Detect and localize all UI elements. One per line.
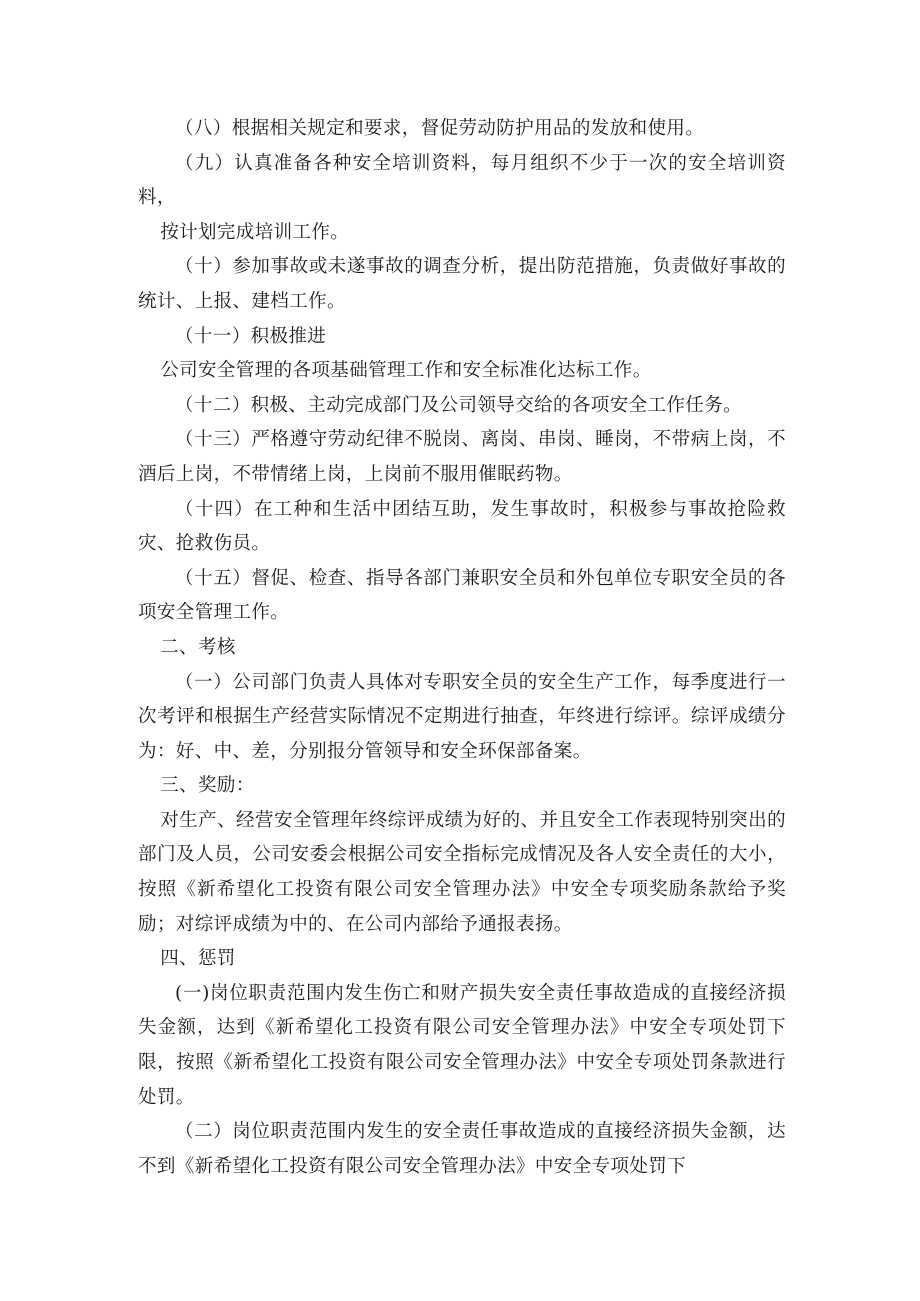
paragraph-item-14: （十四）在工种和生活中团结互助，发生事故时，积极参与事故抢险救灾、抢救伤员。 <box>138 498 786 555</box>
paragraph-item-15: （十五）督促、检查、指导各部门兼职安全员和外包单位专职安全员的各项安全管理工作。 <box>138 567 786 624</box>
section-heading-penalty: 四、惩罚 <box>160 948 236 970</box>
paragraph-item-11: （十一）积极推进 <box>175 325 327 347</box>
paragraph-item-9: （九）认真准备各种安全培训资料，每月组织不少于一次的安全培训资料， <box>138 152 786 209</box>
paragraph-item-8: （八）根据相关规定和要求，督促劳动防护用品的发放和使用。 <box>175 118 705 139</box>
paragraph-penalty-2: （二）岗位职责范围内发生的安全责任事故造成的直接经济损失金额，达不到《新希望化工投资有限公司安全管理办法》中安全专项处罚下 <box>138 1121 786 1177</box>
document-body <box>138 112 786 1184</box>
section-heading-assessment: 二、考核 <box>160 636 236 658</box>
paragraph-penalty-1: (一)岗位职责范围内发生伤亡和财产损失安全责任事故造成的直接经济损失金额，达到《新希望化工投资有限公司安全管理办法》中安全专项处罚下限，按照《新希望化工投资有限公司安全管理办法》中安全专项处罚条款进行处罚。 <box>138 982 786 1108</box>
paragraph-item-12: （十二）积极、主动完成部门及公司领导交给的各项安全工作任务。 <box>175 394 743 416</box>
paragraph-item-13: （十三）严格遵守劳动纪律不脱岗、离岗、串岗、睡岗，不带病上岗，不酒后上岗，不带情绪上岗，上岗前不服用催眠药物。 <box>138 429 786 485</box>
section-heading-reward: 三、奖励： <box>160 775 255 797</box>
paragraph-item-11-continued: 公司安全管理的各项基础管理工作和安全标准化达标工作。 <box>160 360 652 382</box>
paragraph-item-10: （十）参加事故或未遂事故的调查分析，提出防范措施，负责做好事故的统计、上报、建档工作。 <box>138 256 786 312</box>
paragraph-reward-1: 对生产、经营安全管理年终综评成绩为好的、并且安全工作表现特别突出的部门及人员，公司安委会根据公司安全指标完成情况及各人安全责任的大小，按照《新希望化工投资有限公司安全管理办法》中安全专项奖励条款给予奖励；对综评成绩为中的、在公司内部给予通报表扬。 <box>138 809 786 935</box>
paragraph-item-9-continued: 按计划完成培训工作。 <box>160 221 350 243</box>
paragraph-assessment-1: （一）公司部门负责人具体对专职安全员的安全生产工作，每季度进行一次考评和根据生产经营实际情况不定期进行抽查，年终进行综评。综评成绩分为：好、中、差，分别报分管领导和安全环保部备案。 <box>138 671 786 762</box>
